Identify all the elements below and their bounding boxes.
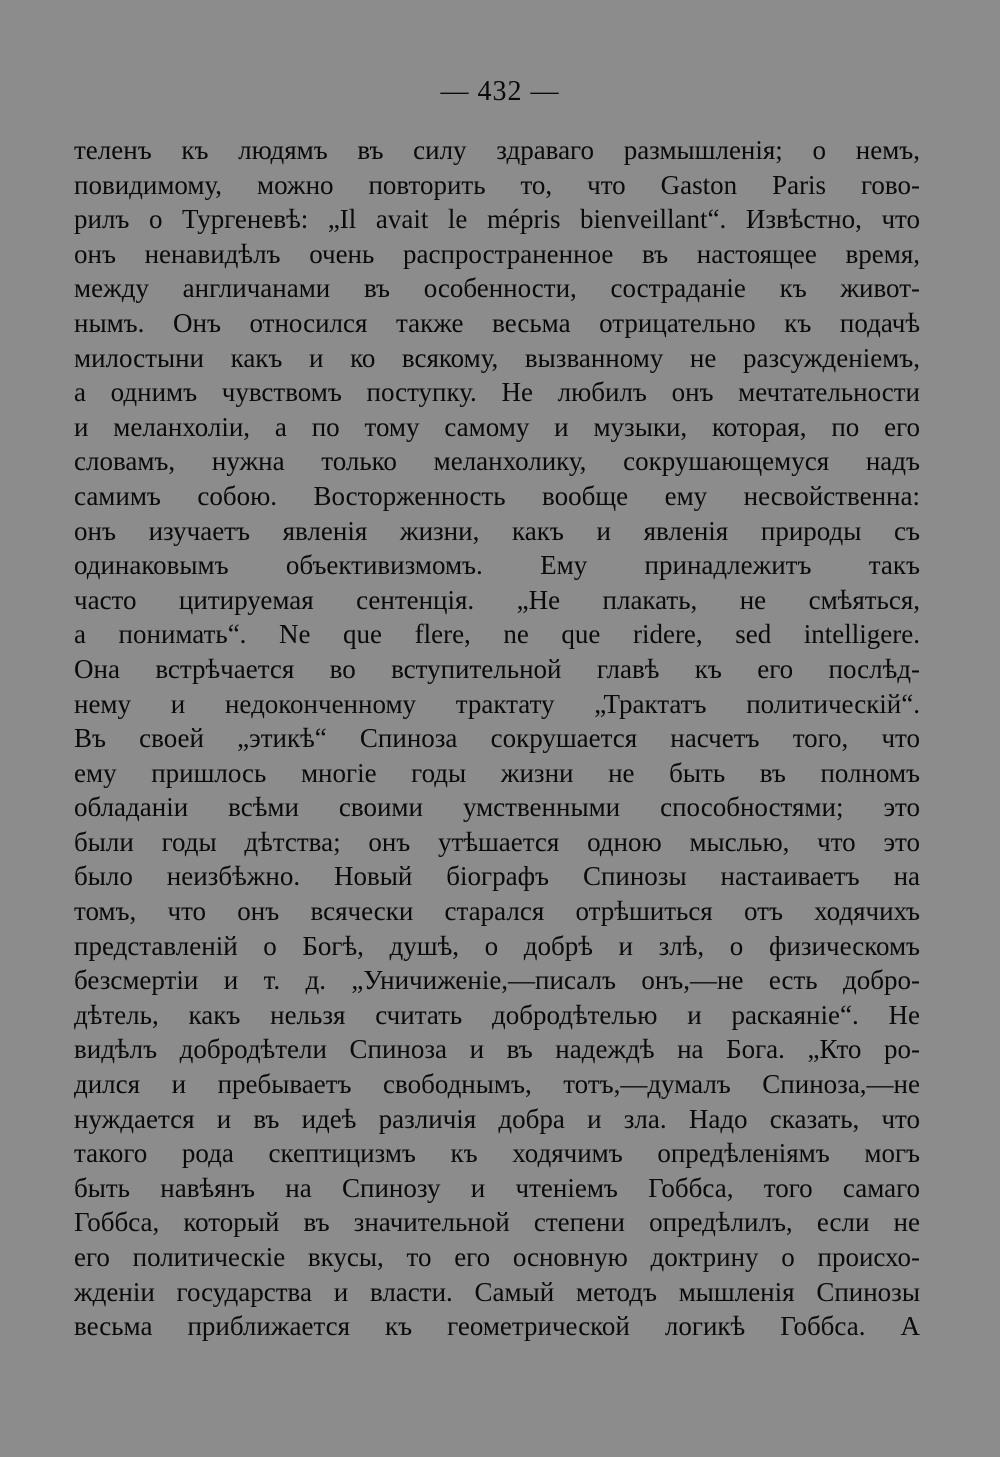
text-line: часто цитируемая сентенція. „Не плакать, не смѣяться,: [74, 584, 920, 615]
text-line: милостыни какъ и ко всякому, вызванному не разсужденіемъ,: [74, 342, 920, 373]
text-line: между англичанами въ особенности, состраданіе къ живот-: [74, 273, 920, 304]
text-line: представленій о Богѣ, душѣ, о добрѣ и злѣ, о физическомъ: [74, 930, 920, 961]
text-line: томъ, что онъ всячески старался отрѣшиться отъ ходячихъ: [74, 896, 920, 927]
text-line: Въ своей „этикѣ“ Спиноза сокрушается насчетъ того, что: [74, 723, 920, 754]
text-line: онъ изучаетъ явленія жизни, какъ и явленія природы съ: [74, 515, 920, 546]
text-line: словамъ, нужна только меланхолику, сокрушающемуся надъ: [74, 446, 920, 477]
text-line: теленъ къ людямъ въ силу здраваго размышленія; о немъ,: [74, 135, 920, 165]
body-text: [74, 133, 920, 1344]
text-line: безсмертіи и т. д. „Уничиженіе,—писалъ онъ,—не есть добро-: [74, 965, 920, 996]
text-line: были годы дѣтства; онъ утѣшается одною мыслью, что это: [74, 826, 920, 857]
page-number: — 432 —: [440, 76, 560, 107]
text-line: онъ ненавидѣлъ очень распространенное въ настоящее время,: [74, 238, 920, 269]
text-line: нему и недоконченному трактату „Трактатъ политическій“.: [74, 688, 920, 719]
text-line: нуждается и въ идеѣ различія добра и зла. Надо сказать, что: [74, 1103, 920, 1134]
text-line: быть навѣянъ на Спинозу и чтеніемъ Гоббса, того самаго: [74, 1172, 920, 1203]
text-line: видѣлъ добродѣтели Спиноза и въ надеждѣ на Бога. „Кто ро-: [74, 1034, 920, 1065]
text-line: весьма приближается къ геометрической логикѣ Гоббса. А: [74, 1311, 920, 1342]
text-line: повидимому, можно повторить то, что Gaston Paris гово-: [74, 169, 920, 200]
text-line: самимъ собою. Восторженность вообще ему несвойственна:: [74, 480, 920, 511]
text-line: ему пришлось многіе годы жизни не быть въ полномъ: [74, 757, 920, 788]
text-line: Гоббса, который въ значительной степени опредѣлилъ, если не: [74, 1207, 920, 1238]
text-line: такого рода скептицизмъ къ ходячимъ опредѣленіямъ могъ: [74, 1138, 920, 1169]
text-line: а понимать“. Ne que flere, ne que ridere, sed intelligere.: [74, 619, 920, 650]
text-line: а однимъ чувствомъ поступку. Не любилъ онъ мечтательности: [74, 377, 920, 408]
text-line: жденіи государства и власти. Самый методъ мышленія Спинозы: [74, 1276, 920, 1307]
text-line: и меланхоліи, а по тому самому и музыки, которая, по его: [74, 411, 920, 442]
text-line: дился и пребываетъ свободнымъ, тотъ,—думалъ Спиноза,—не: [74, 1069, 920, 1100]
text-line: нымъ. Онъ относился также весьма отрицательно къ подачѣ: [74, 307, 920, 338]
text-line: Она встрѣчается во вступительной главѣ къ его послѣд-: [74, 653, 920, 684]
text-line: дѣтель, какъ нельзя считать добродѣтелью и раскаяніе“. Не: [74, 999, 920, 1030]
text-line: одинаковымъ объективизмомъ. Ему принадлежитъ такъ: [74, 550, 920, 581]
text-line: рилъ о Тургеневѣ: „Il avait le mépris bienveillant“. Извѣстно, что: [74, 204, 920, 235]
text-line: было неизбѣжно. Новый біографъ Спинозы настаиваетъ на: [74, 861, 920, 892]
text-line: обладаніи всѣми своими умственными способностями; это: [74, 792, 920, 823]
text-line: его политическіе вкусы, то его основную доктрину о происхо-: [74, 1242, 920, 1272]
